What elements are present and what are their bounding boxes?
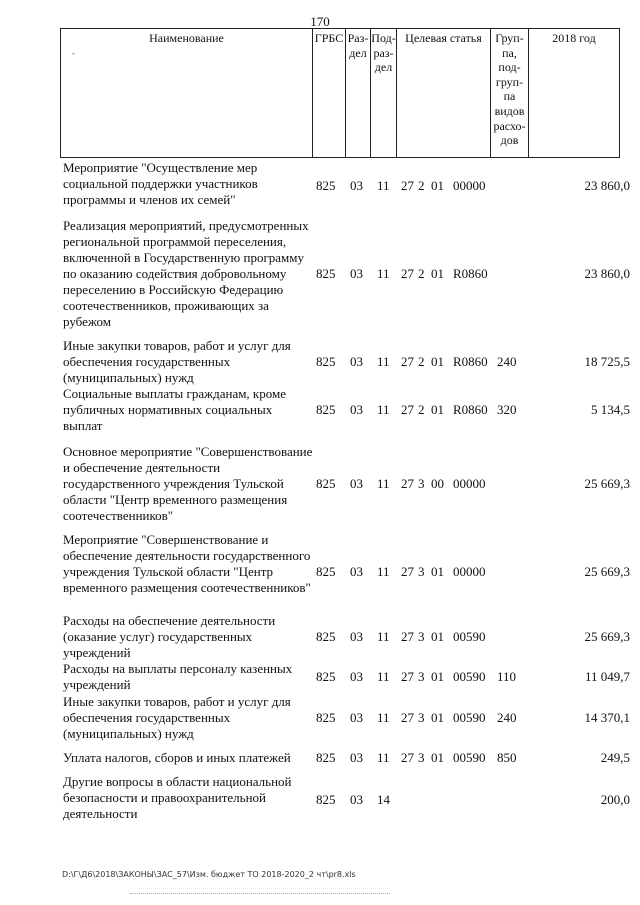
row-grbs: 825 xyxy=(316,476,336,491)
row-target-event: 01 xyxy=(431,354,444,369)
header-podrazdel: Под- раз- дел xyxy=(370,28,396,158)
row-expense-group: 110 xyxy=(497,669,517,684)
row-target-direction: 00590 xyxy=(453,669,486,684)
row-razdel: 03 xyxy=(350,564,363,579)
row-target-direction: R0860 xyxy=(453,266,488,281)
scan-mark: - xyxy=(72,48,75,58)
row-target-program: 27 xyxy=(401,402,414,417)
row-target-direction: 00590 xyxy=(453,629,486,644)
row-name: Расходы на обеспечение деятельности (оказание услуг) государственных учреждений xyxy=(63,613,276,660)
row-amount: 11 049,7 xyxy=(584,669,630,684)
row-name: Социальные выплаты гражданам, кроме публичных нормативных социальных выплат xyxy=(63,386,286,433)
row-name: Реализация мероприятий, предусмотренных региональной программой переселения, включенной в Государственную программу по оказанию содействия добровольному переселению в Российскую Федерацию соотечественников, проживающих за рубежом xyxy=(63,218,309,329)
row-target-event: 01 xyxy=(431,629,444,644)
header-razdel: Раз- дел xyxy=(345,28,370,158)
row-grbs: 825 xyxy=(316,266,336,281)
row-target-direction: 00590 xyxy=(453,750,486,765)
row-razdel: 03 xyxy=(350,178,363,193)
header-year-2018: 2018 год xyxy=(528,28,620,158)
row-razdel: 03 xyxy=(350,629,363,644)
row-amount: 18 725,5 xyxy=(584,354,630,369)
row-target-event: 01 xyxy=(431,564,444,579)
row-expense-group: 240 xyxy=(497,710,517,725)
row-target-event: 01 xyxy=(431,669,444,684)
row-razdel: 03 xyxy=(350,476,363,491)
page-number: 170 xyxy=(310,14,330,29)
row-grbs: 825 xyxy=(316,750,336,765)
row-target-event: 01 xyxy=(431,710,444,725)
row-podrazdel: 11 xyxy=(377,629,390,644)
row-target-program: 27 xyxy=(401,564,414,579)
row-podrazdel: 11 xyxy=(377,402,390,417)
row-razdel: 03 xyxy=(350,669,363,684)
row-grbs: 825 xyxy=(316,792,336,807)
row-grbs: 825 xyxy=(316,354,336,369)
row-name: Мероприятие "Совершенствование и обеспечение деятельности государственного учреждения Тульской области "Центр временного размещения соотечественников" xyxy=(63,532,311,595)
row-name: Другие вопросы в области национальной безопасности и правоохранительной деятельности xyxy=(63,774,292,821)
row-target-program: 27 xyxy=(401,354,414,369)
header-grbs: ГРБС xyxy=(312,28,345,158)
row-target-subprogram: 3 xyxy=(418,476,425,491)
row-name: Основное мероприятие "Совершенствование и обеспечение деятельности государственного учреждения Тульской области "Центр временного размещения соотечественников" xyxy=(63,444,313,523)
footer-scan-marks xyxy=(130,893,390,894)
row-grbs: 825 xyxy=(316,402,336,417)
row-target-direction: 00000 xyxy=(453,564,486,579)
row-amount: 249,5 xyxy=(600,750,630,765)
row-target-program: 27 xyxy=(401,476,414,491)
row-target-program: 27 xyxy=(401,750,414,765)
header-target-article: Целевая статья xyxy=(396,28,490,158)
row-target-program: 27 xyxy=(401,178,414,193)
footer-file-path: D:\Г\Д6\2018\ЗАКОНЫ\ЗАС_57\Изм. бюджет ТО 2018-2020_2 чт\pr8.xls xyxy=(62,870,356,879)
row-target-direction: 00000 xyxy=(453,476,486,491)
row-razdel: 03 xyxy=(350,354,363,369)
row-podrazdel: 11 xyxy=(377,354,390,369)
row-amount: 25 669,3 xyxy=(584,629,630,644)
row-podrazdel: 11 xyxy=(377,669,390,684)
row-razdel: 03 xyxy=(350,710,363,725)
row-target-subprogram: 2 xyxy=(418,402,425,417)
row-target-subprogram: 2 xyxy=(418,178,425,193)
row-amount: 25 669,3 xyxy=(584,564,630,579)
row-target-program: 27 xyxy=(401,710,414,725)
header-name: Наименование xyxy=(60,28,312,158)
row-target-subprogram: 3 xyxy=(418,629,425,644)
row-podrazdel: 11 xyxy=(377,750,390,765)
row-amount: 14 370,1 xyxy=(584,710,630,725)
row-podrazdel: 11 xyxy=(377,476,390,491)
row-razdel: 03 xyxy=(350,402,363,417)
row-target-subprogram: 2 xyxy=(418,266,425,281)
row-name: Расходы на выплаты персоналу казенных учреждений xyxy=(63,661,293,692)
row-podrazdel: 11 xyxy=(377,564,390,579)
row-grbs: 825 xyxy=(316,710,336,725)
row-grbs: 825 xyxy=(316,669,336,684)
row-razdel: 03 xyxy=(350,266,363,281)
row-amount: 25 669,3 xyxy=(584,476,630,491)
row-target-program: 27 xyxy=(401,629,414,644)
row-razdel: 03 xyxy=(350,792,363,807)
row-target-subprogram: 3 xyxy=(418,669,425,684)
row-target-subprogram: 3 xyxy=(418,710,425,725)
row-podrazdel: 11 xyxy=(377,178,390,193)
row-target-direction: R0860 xyxy=(453,402,488,417)
row-grbs: 825 xyxy=(316,564,336,579)
header-expense-group: Груп- па, под- груп- па видов расхо- дов xyxy=(490,28,528,158)
row-target-event: 01 xyxy=(431,266,444,281)
row-target-program: 27 xyxy=(401,266,414,281)
table-header-bottom-border xyxy=(60,157,620,158)
row-amount: 23 860,0 xyxy=(584,266,630,281)
row-amount: 23 860,0 xyxy=(584,178,630,193)
row-expense-group: 240 xyxy=(497,354,517,369)
row-name: Иные закупки товаров, работ и услуг для обеспечения государственных (муниципальных) нужд xyxy=(63,338,291,385)
row-target-direction: 00590 xyxy=(453,710,486,725)
row-target-event: 00 xyxy=(431,476,444,491)
row-name: Мероприятие "Осуществление мер социальной поддержки участников программы и членов их семей" xyxy=(63,160,258,207)
row-target-program: 27 xyxy=(401,669,414,684)
row-podrazdel: 11 xyxy=(377,266,390,281)
row-grbs: 825 xyxy=(316,178,336,193)
row-target-subprogram: 3 xyxy=(418,750,425,765)
row-name: Иные закупки товаров, работ и услуг для обеспечения государственных (муниципальных) нужд xyxy=(63,694,291,741)
row-amount: 5 134,5 xyxy=(591,402,630,417)
row-expense-group: 320 xyxy=(497,402,517,417)
row-amount: 200,0 xyxy=(600,792,630,807)
row-razdel: 03 xyxy=(350,750,363,765)
row-grbs: 825 xyxy=(316,629,336,644)
row-expense-group: 850 xyxy=(497,750,517,765)
row-target-subprogram: 2 xyxy=(418,354,425,369)
row-name: Уплата налогов, сборов и иных платежей xyxy=(63,750,291,765)
row-target-subprogram: 3 xyxy=(418,564,425,579)
row-target-event: 01 xyxy=(431,178,444,193)
row-podrazdel: 11 xyxy=(377,710,390,725)
row-target-direction: R0860 xyxy=(453,354,488,369)
row-target-direction: 00000 xyxy=(453,178,486,193)
row-podrazdel: 14 xyxy=(377,792,390,807)
row-target-event: 01 xyxy=(431,402,444,417)
row-target-event: 01 xyxy=(431,750,444,765)
